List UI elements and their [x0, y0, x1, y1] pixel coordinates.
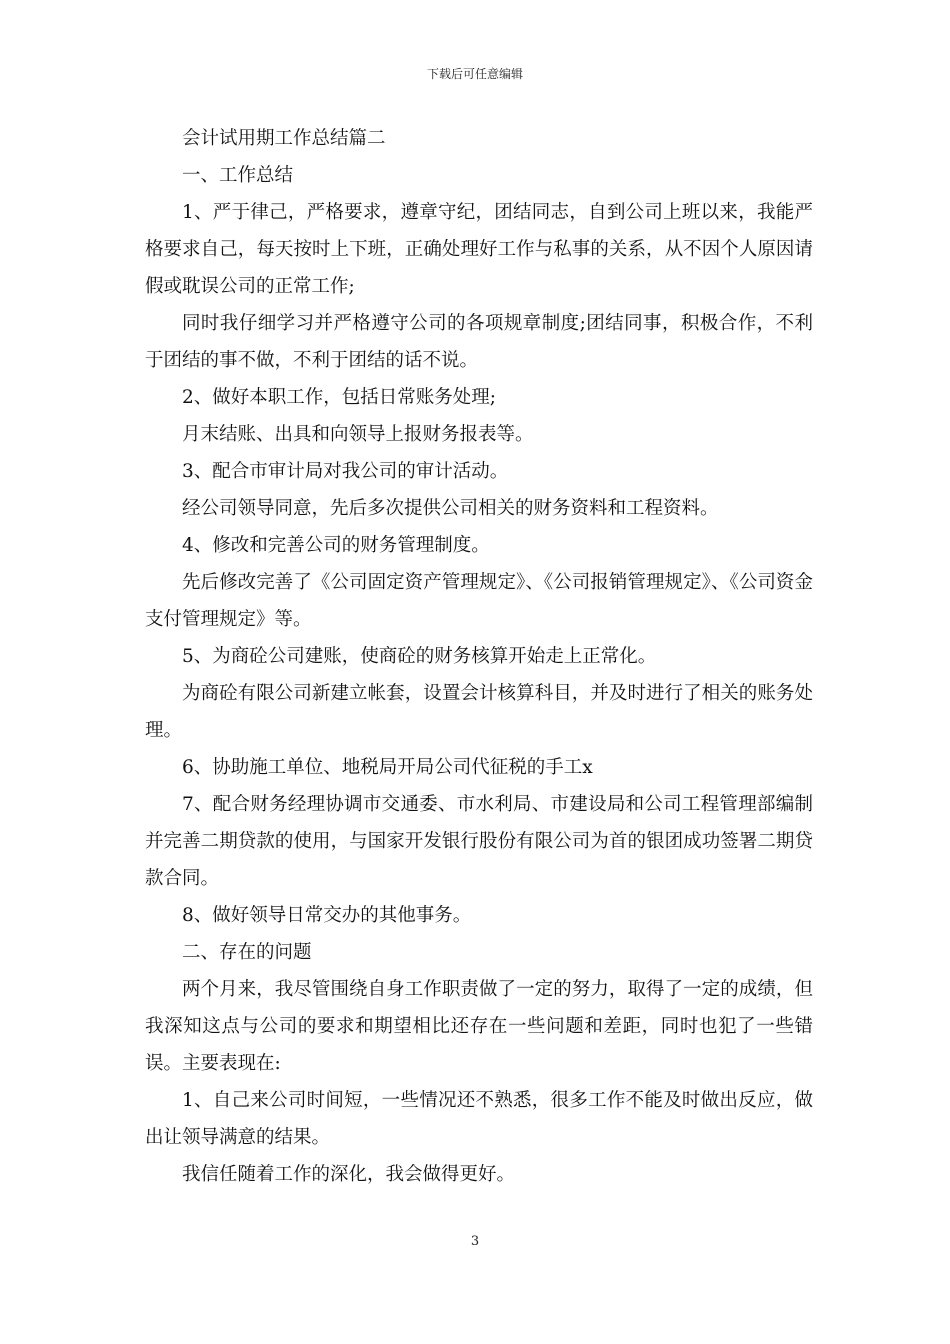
paragraph: 3、配合市审计局对我公司的审计活动。 [182, 461, 509, 482]
section-heading: 二、存在的问题 [182, 942, 312, 963]
page-header: 下载后可任意编辑 [426, 67, 523, 81]
paragraph: 先后修改完善了《公司固定资产管理规定》、《公司报销管理规定》、《公司资金支付管理规定》等。 [145, 572, 813, 630]
section-heading: 一、工作总结 [182, 165, 294, 186]
paragraph: 6、协助施工单位、地税局开局公司代征税的手工x [182, 757, 593, 778]
paragraph: 7、配合财务经理协调市交通委、市水利局、市建设局和公司工程管理部编制并完善二期贷款的使用，与国家开发银行股份有限公司为首的银团成功签署二期贷款合同。 [145, 794, 813, 889]
document-title: 会计试用期工作总结篇二 [182, 128, 386, 149]
paragraph: 经公司领导同意，先后多次提供公司相关的财务资料和工程资料。 [182, 498, 719, 519]
paragraph: 两个月来，我尽管围绕自身工作职责做了一定的努力，取得了一定的成绩，但我深知这点与公司的要求和期望相比还存在一些问题和差距，同时也犯了一些错误。主要表现在: [145, 979, 813, 1074]
paragraph: 我信任随着工作的深化，我会做得更好。 [182, 1164, 516, 1185]
paragraph: 2、做好本职工作，包括日常账务处理; [182, 387, 497, 408]
document-body [145, 120, 813, 1193]
paragraph: 4、修改和完善公司的财务管理制度。 [182, 535, 490, 556]
paragraph: 为商砼有限公司新建立帐套，设置会计核算科目，并及时进行了相关的账务处理。 [145, 683, 813, 741]
paragraph: 月末结账、出具和向领导上报财务报表等。 [182, 424, 534, 445]
paragraph: 1、严于律己，严格要求，遵章守纪，团结同志，自到公司上班以来，我能严格要求自己，每天按时上下班，正确处理好工作与私事的关系，从不因个人原因请假或耽误公司的正常工作; [145, 202, 813, 297]
paragraph: 同时我仔细学习并严格遵守公司的各项规章制度;团结同事，积极合作，不利于团结的事不做，不利于团结的话不说。 [145, 313, 813, 371]
paragraph: 8、做好领导日常交办的其他事务。 [182, 905, 472, 926]
paragraph: 1、自己来公司时间短，一些情况还不熟悉，很多工作不能及时做出反应，做出让领导满意的结果。 [145, 1090, 813, 1148]
paragraph: 5、为商砼公司建账，使商砼的财务核算开始走上正常化。 [182, 646, 657, 667]
page-number: 3 [470, 1234, 480, 1249]
